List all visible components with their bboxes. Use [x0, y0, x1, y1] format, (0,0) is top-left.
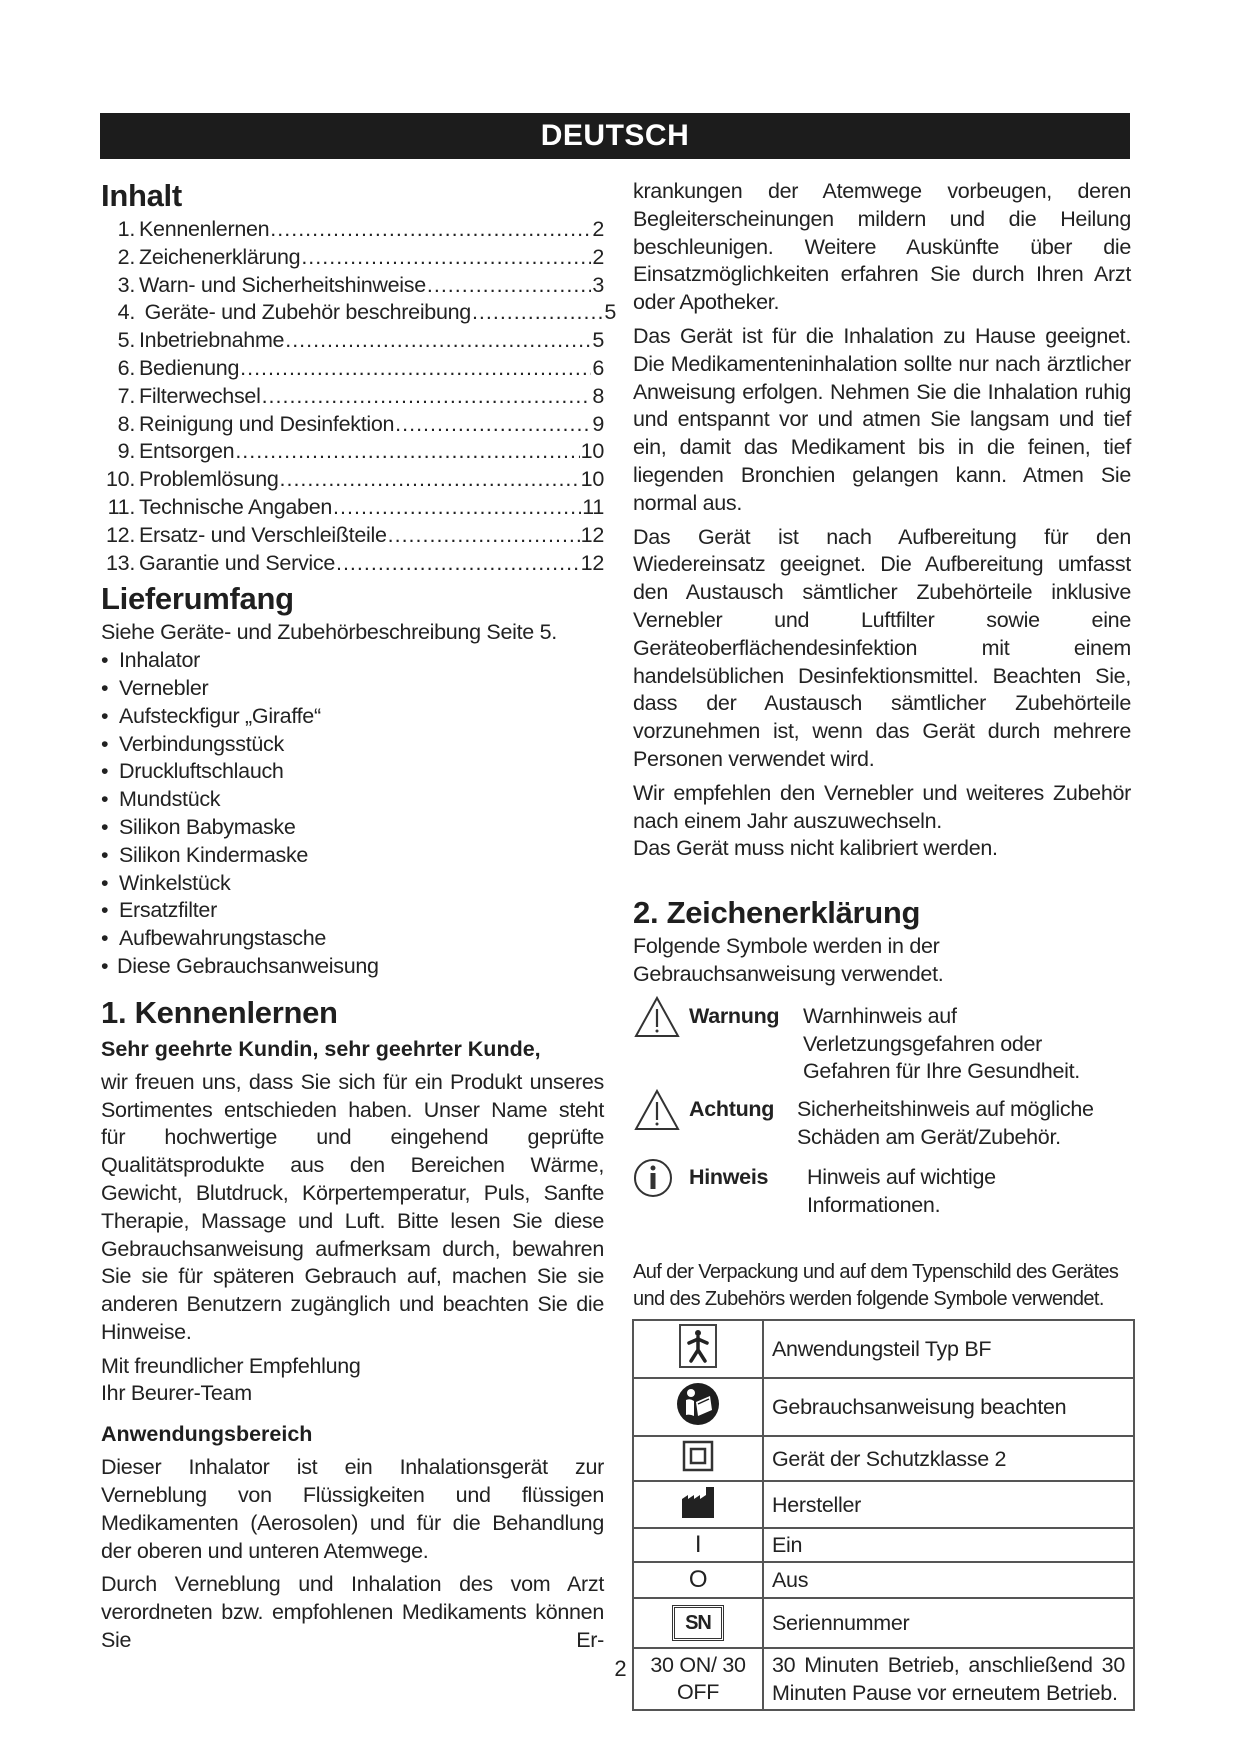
toc-num: 2. [117, 244, 135, 269]
zeichenerklaerung-title: 2. Zeichenerklärung [633, 895, 921, 931]
list-item: • Ersatzfilter [101, 898, 217, 923]
toc-item[interactable] [101, 244, 604, 272]
table-row [633, 1481, 1134, 1528]
toc-num: 5. [117, 328, 135, 353]
toc-leader [285, 327, 591, 355]
table-row [633, 1562, 1134, 1598]
toc-page: 9 [592, 411, 604, 436]
closing-line-1: Mit freundlicher Empfehlung [101, 1353, 361, 1378]
toc-leader [388, 522, 580, 550]
toc-page: 11 [582, 494, 604, 519]
type-bf-person-icon [633, 1320, 763, 1378]
toc-leader [395, 411, 591, 439]
toc-label: Bedienung [139, 355, 240, 380]
toc-item[interactable] [101, 411, 604, 439]
symbol-description: Gebrauchsanweisung beachten [763, 1378, 1134, 1436]
table-row [633, 1320, 1134, 1378]
toc-label: Ersatz- und Verschleißteile [139, 522, 387, 547]
toc-leader [262, 383, 592, 411]
list-item: • Diese Gebrauchsanweisung [101, 953, 379, 978]
list-item: • Aufbewahrungstasche [101, 926, 327, 951]
class-2-double-square-icon [633, 1436, 763, 1481]
toc-item[interactable] [101, 438, 604, 466]
toc-item[interactable] [101, 522, 604, 550]
toc-page: 2 [592, 217, 604, 241]
anwendungsbereich-paragraph-1: Dieser Inhalator ist ein Inhalationsgerät zur Verneblung von Flüssigkeiten und flüssigen Medikamenten (Aerosolen) und für die Behandlung der oberen und unteren Atemwege. [101, 1455, 604, 1563]
symbol-description: Sicherheitshinweis auf mögliche Schäden am Gerät/Zubehör. [797, 1097, 1094, 1149]
symbol-name: Hinweis [689, 1164, 769, 1189]
lieferumfang-intro: Siehe Geräte- und Zubehörbeschreibung Seite 5. [101, 620, 557, 645]
symbol-description: Hinweis auf wichtige Informationen. [807, 1164, 996, 1217]
toc-page: 5 [592, 328, 604, 353]
symbol-description: Hersteller [763, 1481, 1134, 1528]
power-off-symbol: O [633, 1562, 763, 1598]
list-item: • Inhalator [101, 648, 200, 673]
symbols-table [632, 1319, 1135, 1711]
toc-leader [240, 355, 591, 383]
symbol-description: Ein [763, 1528, 1134, 1562]
toc-label: Geräte- und Zubehör beschreibung [139, 300, 471, 325]
warning-triangle-icon [633, 995, 689, 1039]
symbol-hinweis [633, 1156, 1131, 1220]
toc-item[interactable] [101, 466, 604, 494]
symbol-description: Gerät der Schutzklasse 2 [763, 1436, 1134, 1481]
toc-page: 5 [604, 300, 616, 325]
symbol-description: 30 Minuten Betrieb, anschließend 30 Minuten Pause vor erneutem Betrieb. [763, 1648, 1134, 1710]
toc-page: 8 [592, 383, 604, 408]
zeichen-intro: Folgende Symbole werden in der Gebrauchsanweisung verwendet. [633, 934, 944, 986]
toc-item[interactable] [101, 216, 604, 244]
right-column [633, 178, 1131, 1711]
toc-leader [301, 244, 591, 272]
toc-num: 10. [106, 467, 135, 492]
symbol-warnung [633, 995, 1131, 1086]
lieferumfang-list [101, 647, 604, 981]
package-symbols-intro: Auf der Verpackung und auf dem Typenschild des Gerätes und des Zubehörs werden folgende Symbole verwendet. [633, 1261, 1119, 1311]
duty-cycle-label: 30 ON/ 30 OFF [650, 1653, 746, 1705]
toc-num: 13. [106, 550, 135, 575]
list-item: • Mundstück [101, 787, 221, 812]
toc-num: 12. [106, 522, 135, 547]
symbol-achtung [633, 1088, 1131, 1152]
toc-item[interactable] [101, 299, 616, 327]
kennenlernen-title: 1. Kennenlernen [101, 994, 338, 1030]
toc-num: 9. [117, 439, 135, 464]
toc-page: 10 [580, 467, 604, 492]
paragraph-home-use: Das Gerät ist für die Inhalation zu Hause geeignet. Die Medikamenteninhalation sollte nur nach ärztlicher Anweisung erfolgen. Nehmen Sie die Inhalation ruhig und entspannt vor und atmen Sie langsam und tief ein, damit das Medikament bis in die feinen, tief liegenden Bronchien gelangen kann. Atmen Sie normal aus. [633, 323, 1131, 515]
toc-label: Inbetriebnahme [139, 328, 285, 353]
closing-line-2: Ihr Beurer-Team [101, 1381, 252, 1406]
table-row [633, 1436, 1134, 1481]
language-banner: DEUTSCH [100, 113, 1130, 159]
toc-leader [235, 438, 579, 466]
toc-page: 12 [580, 550, 604, 575]
symbol-description: Seriennummer [763, 1598, 1134, 1648]
table-row [633, 1528, 1134, 1562]
toc-leader [280, 466, 580, 494]
paragraph-replacement: Wir empfehlen den Vernebler und weiteres Zubehör nach einem Jahr auszuwechseln. [633, 780, 1131, 833]
symbol-name: Warnung [689, 1003, 780, 1028]
list-item: • Winkelstück [101, 870, 231, 895]
table-row [633, 1378, 1134, 1436]
list-item: • Aufsteckfigur „Giraffe“ [101, 703, 321, 728]
toc-label: Entsorgen [139, 439, 235, 464]
toc-label: Zeichenerklärung [139, 244, 301, 269]
info-circle-icon [633, 1156, 689, 1200]
list-item: • Verbindungsstück [101, 731, 284, 756]
left-column [101, 176, 616, 1655]
toc-label: Problemlösung [139, 467, 279, 492]
read-manual-icon [633, 1378, 763, 1436]
symbol-name: Achtung [689, 1097, 775, 1122]
toc-leader [336, 550, 580, 578]
toc-leader [270, 216, 591, 244]
toc-item[interactable] [101, 327, 604, 355]
symbol-description: Aus [763, 1562, 1134, 1598]
toc-page: 3 [592, 272, 604, 297]
toc-item[interactable] [101, 272, 604, 300]
symbol-description: Anwendungsteil Typ BF [763, 1320, 1134, 1378]
list-item: • Silikon Kindermaske [101, 842, 309, 867]
list-item: • Druckluftschlauch [101, 759, 284, 784]
toc-leader [427, 272, 591, 300]
paragraph-reprocessing: Das Gerät ist nach Aufbereitung für den Wiedereinsatz geeignet. Die Aufbereitung umfasst den Austausch sämtlicher Zubehörteile inklusive Vernebler und Luftfilter sowie eine Geräteoberflächendesinfektion mit einem handelsüblichen Desinfektionsmittel. Beachten Sie, dass der Austausch sämtlicher Zubehörteile vorzunehmen ist, wenn das Gerät durch mehrere Personen verwendet wird. [633, 524, 1131, 771]
toc-page: 12 [580, 522, 604, 547]
lieferumfang-title: Lieferumfang [101, 581, 294, 617]
salutation: Sehr geehrte Kundin, sehr geehrter Kunde, [101, 1036, 541, 1061]
warning-triangle-icon [633, 1088, 689, 1132]
toc-label: Warn- und Sicherheitshinweise [139, 272, 426, 297]
manufacturer-factory-icon [633, 1481, 763, 1528]
toc-label: Filterwechsel [139, 383, 261, 408]
table-row [633, 1598, 1134, 1648]
serial-number-label: SN [672, 1605, 724, 1641]
list-item: • Silikon Babymaske [101, 814, 296, 839]
kennenlernen-body: wir freuen uns, dass Sie sich für ein Produkt unseres Sortimentes entschieden haben. Unser Name steht für hochwertige und eingehend geprüfte Qualitätsprodukte aus den Bereichen Wärme, Gewicht, Blutdruck, Körpertemperatur, Puls, Sanfte Therapie, Massage und Luft. Bitte lesen Sie diese Gebrauchsanweisung aufmerksam durch, bewahren Sie sie für späteren Gebrauch auf, machen Sie sie anderen Benutzern zugänglich und beachten Sie die Hinweise. [101, 1069, 604, 1344]
toc-num: 11. [107, 494, 135, 519]
anwendungsbereich-title: Anwendungsbereich [101, 1422, 313, 1447]
paragraph-continuation: krankungen der Atemwege vorbeugen, deren Begleiterscheinungen mildern und die Heilung beschleunigen. Weitere Auskünfte über die Einsatzmöglichkeiten erfahren Sie durch Ihren Arzt oder Apotheker. [633, 179, 1131, 315]
toc-page: 2 [592, 244, 604, 269]
table-of-contents [101, 216, 616, 577]
anwendungsbereich-paragraph-2: Durch Verneblung und Inhalation des vom Arzt verordneten bzw. empfohlenen Medikaments können Sie Er- [101, 1572, 604, 1653]
toc-leader [333, 494, 581, 522]
toc-num: 8. [117, 411, 135, 436]
serial-number-icon [633, 1598, 763, 1648]
toc-page: 10 [580, 439, 604, 464]
toc-num: 7. [117, 383, 135, 408]
toc-num: 3. [117, 272, 135, 297]
page-number: 2 [614, 1656, 627, 1681]
toc-label: Kennenlernen [139, 217, 270, 241]
toc-num: 1. [117, 217, 135, 241]
toc-item[interactable] [101, 355, 604, 383]
toc-item[interactable] [101, 383, 604, 411]
toc-leader [472, 299, 603, 327]
toc-num: 6. [117, 355, 135, 380]
toc-title: Inhalt [101, 178, 182, 213]
toc-item[interactable] [101, 494, 604, 522]
list-item: • Vernebler [101, 675, 209, 700]
toc-label: Technische Angaben [139, 494, 333, 519]
paragraph-calibration: Das Gerät muss nicht kalibriert werden. [633, 836, 998, 861]
toc-item[interactable] [101, 550, 604, 578]
toc-label: Reinigung und Desinfektion [139, 411, 395, 436]
toc-page: 6 [592, 355, 604, 380]
symbol-description: Warnhinweis auf Verletzungsgefahren oder Gefahren für Ihre Gesundheit. [803, 1003, 1080, 1084]
toc-label: Garantie und Service [139, 550, 335, 575]
toc-num: 4. [117, 300, 135, 325]
power-on-symbol: I [633, 1528, 763, 1562]
